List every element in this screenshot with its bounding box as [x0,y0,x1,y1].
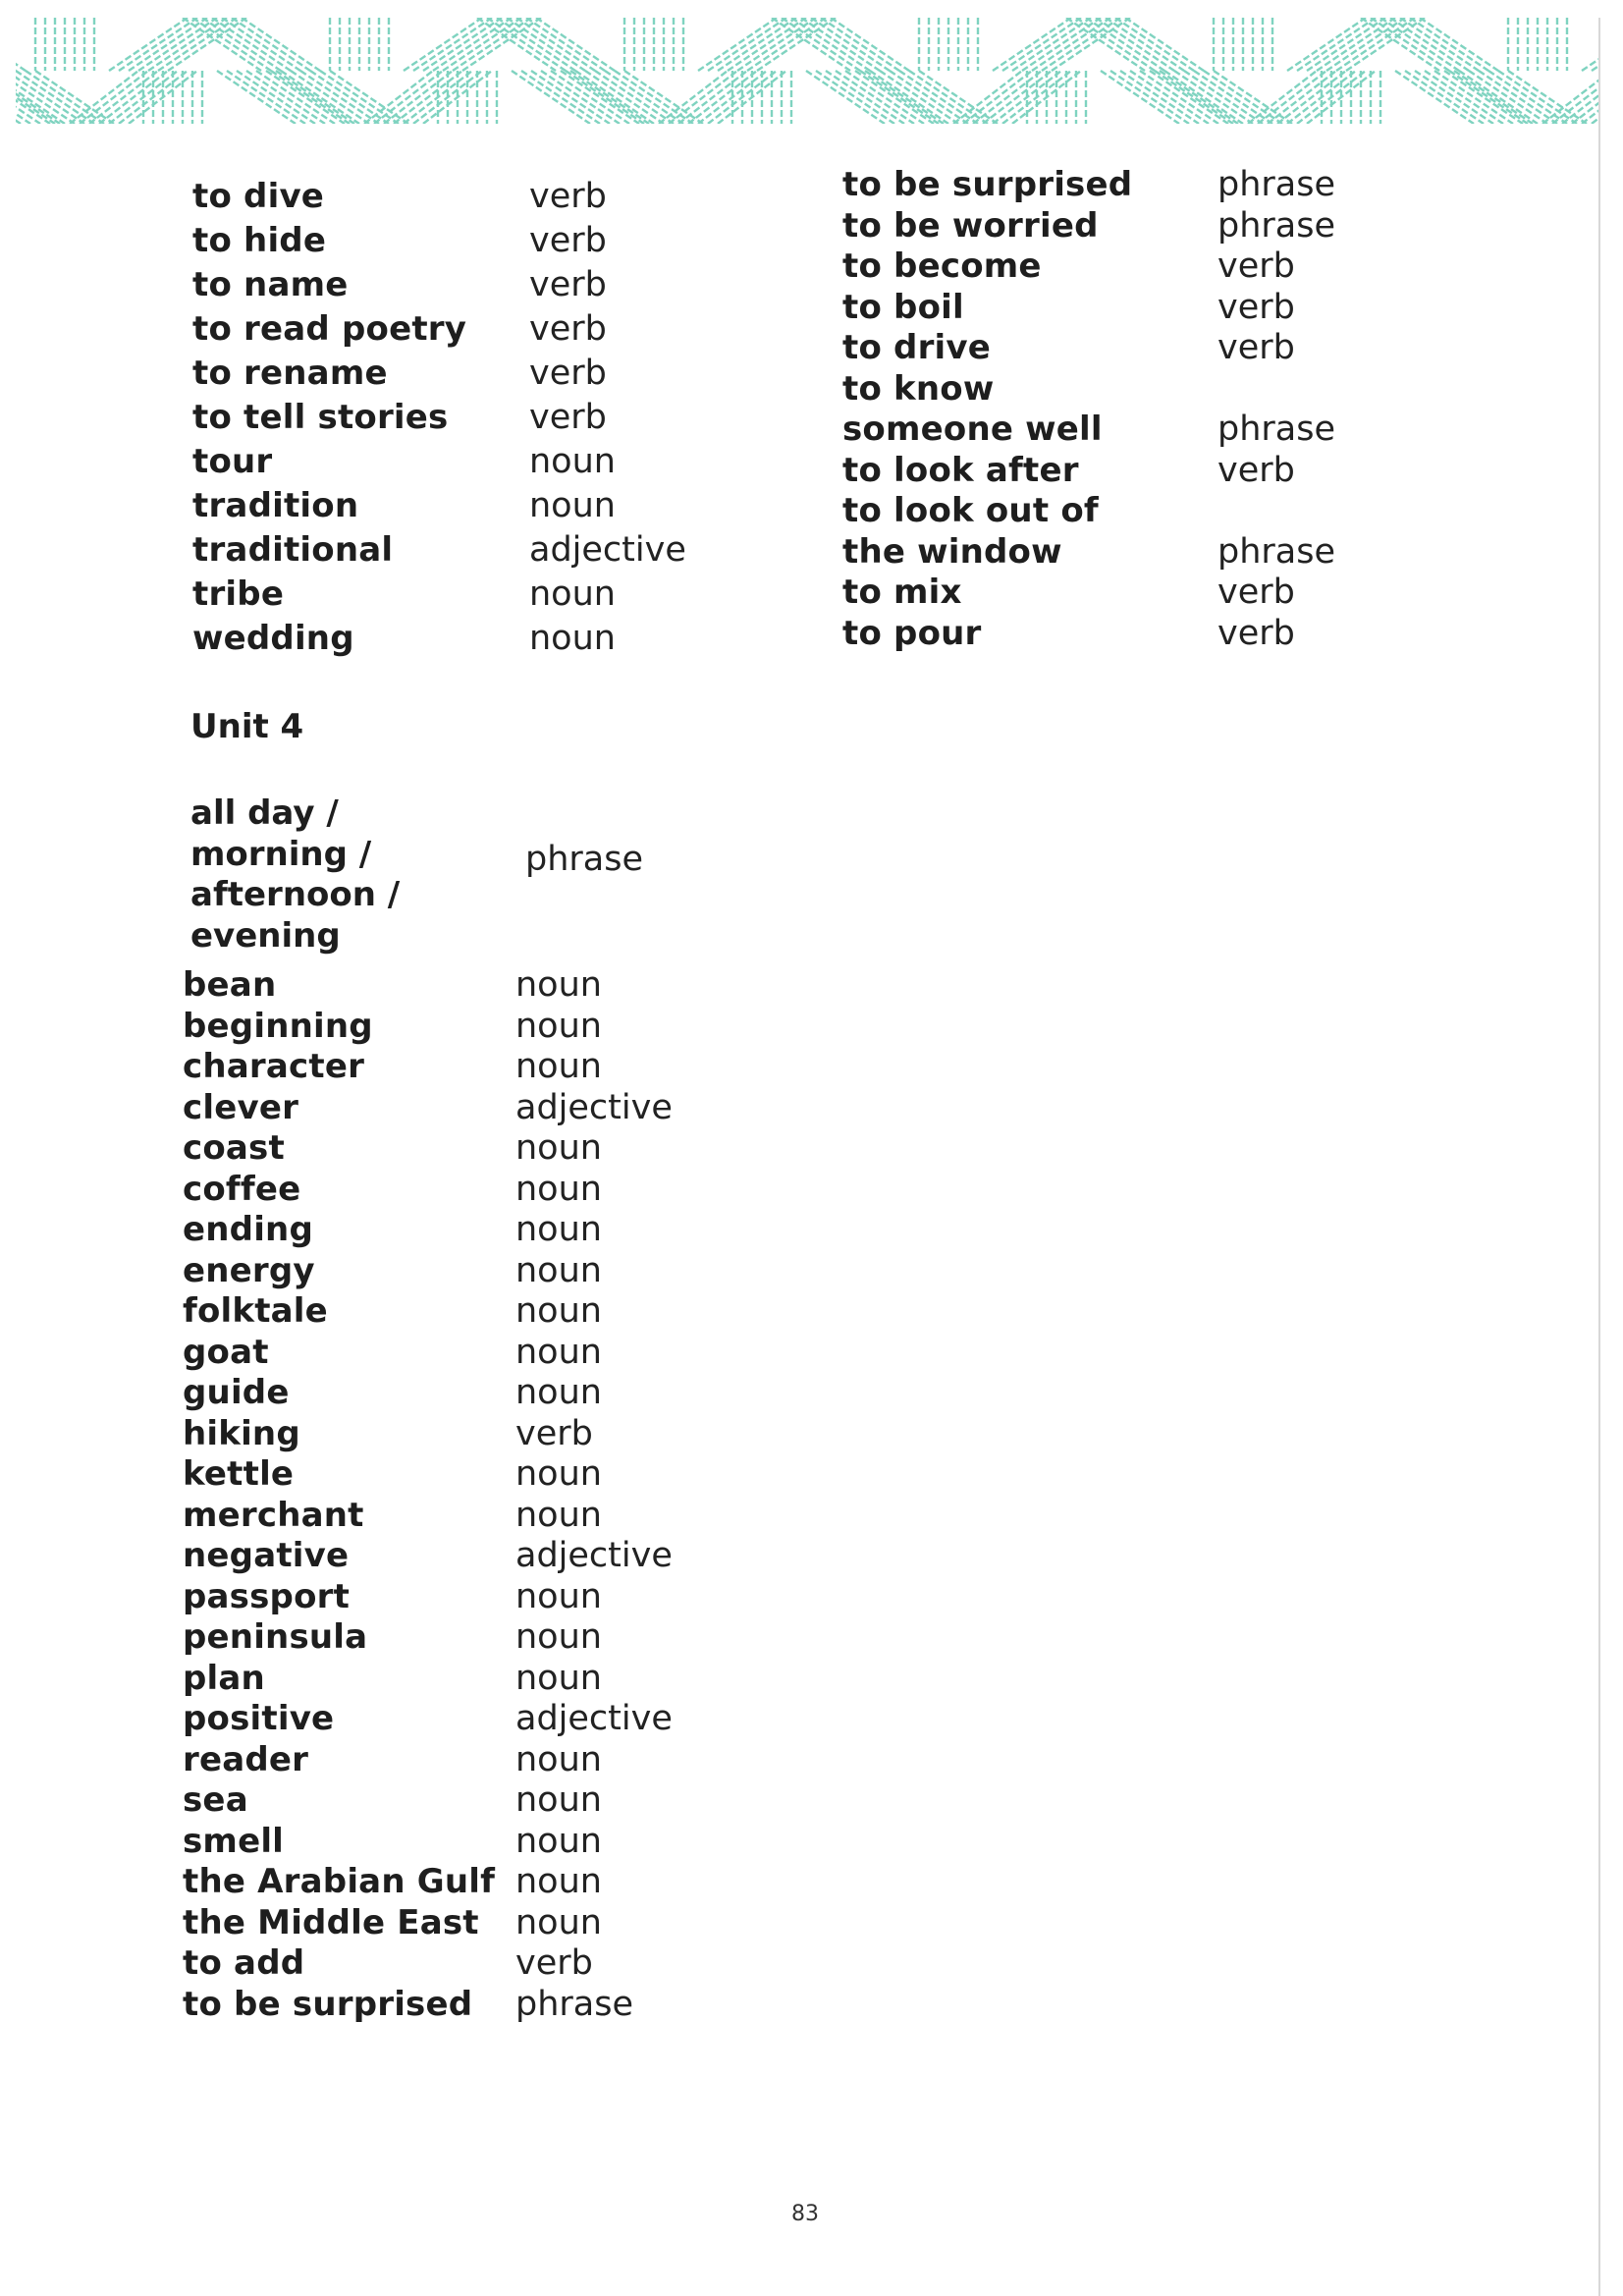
vocab-term: to pour [842,613,982,653]
vocab-row [183,1210,693,1251]
vocab-row [842,246,1353,288]
part-of-speech: noun [515,1006,602,1046]
vocab-list-right [842,165,1353,654]
multi-line-term [190,793,400,957]
part-of-speech: noun [529,442,616,481]
part-of-speech: noun [515,1047,602,1086]
part-of-speech: noun [515,1576,602,1616]
vocab-row [183,1903,693,1944]
vocab-term: to hide [192,221,327,260]
vocab-term: bean [183,965,277,1005]
part-of-speech: verb [515,1413,593,1453]
part-of-speech: phrase [1217,531,1336,572]
part-of-speech: noun [515,1169,602,1209]
vocab-term: smell [183,1821,285,1861]
vocab-term: to drive [842,328,992,367]
vocab-row [183,1170,693,1211]
part-of-speech: verb [1217,450,1295,490]
vocab-row [842,206,1353,247]
vocab-term: someone well [842,410,1103,449]
vocab-term: kettle [183,1454,295,1494]
page-edge-divider [1598,18,1600,2296]
vocab-row [192,265,703,309]
vocab-list-unit4 [183,965,693,2025]
vocab-row [183,1536,693,1577]
part-of-speech: noun [515,1128,602,1168]
vocab-term: to boil [842,287,964,327]
vocab-term: wedding [192,619,354,658]
vocab-term: negative [183,1536,350,1575]
part-of-speech: phrase [1217,165,1336,204]
unit-heading: Unit 4 [190,707,304,746]
vocab-row [192,619,703,663]
part-of-speech: adjective [529,530,686,570]
part-of-speech: verb [529,354,607,393]
vocab-row [183,1617,693,1659]
vocab-term: to mix [842,573,962,612]
vocab-row [183,1496,693,1537]
part-of-speech: verb [529,221,607,260]
vocab-row [842,451,1353,492]
vocab-row [183,1985,693,2026]
vocab-term: hiking [183,1413,300,1453]
vocab-row [183,1251,693,1292]
vocab-row [183,1577,693,1618]
vocab-term: to be worried [842,205,1099,246]
part-of-speech: verb [529,398,607,437]
vocab-term: to rename [192,354,388,393]
part-of-speech: phrase [1217,410,1336,449]
multi-line-term-line: all day / [190,793,339,833]
decorative-banner [16,18,1598,124]
vocab-row [183,1088,693,1129]
part-of-speech: noun [515,1332,602,1372]
part-of-speech: adjective [515,1699,673,1738]
vocab-row [842,491,1353,532]
vocab-term: traditional [192,530,394,570]
part-of-speech: verb [1217,573,1295,612]
vocab-row [192,442,703,486]
vocab-term: folktale [183,1291,328,1331]
vocab-row [183,1047,693,1088]
part-of-speech: noun [515,1495,602,1535]
part-of-speech: noun [529,574,616,614]
part-of-speech: verb [1217,613,1295,653]
vocab-row [183,1943,693,1985]
vocab-row [192,574,703,619]
part-of-speech: noun [515,965,602,1005]
vocab-row [192,486,703,530]
vocab-list-left-top [192,177,703,663]
vocab-row [183,1128,693,1170]
vocab-term: energy [183,1250,315,1290]
vocab-term: coffee [183,1169,301,1209]
vocab-term: ending [183,1210,313,1249]
vocab-term: to look after [842,450,1079,490]
part-of-speech: adjective [515,1536,673,1575]
vocab-term: to dive [192,177,325,216]
part-of-speech: verb [1217,287,1295,327]
vocab-term: guide [183,1373,290,1412]
vocab-row [842,328,1353,369]
part-of-speech: phrase [515,1984,634,2024]
vocab-term: coast [183,1128,285,1168]
part-of-speech: noun [515,1739,602,1779]
vocab-row [842,532,1353,574]
vocab-row [192,309,703,354]
vocab-row [183,1007,693,1048]
part-of-speech: noun [515,1250,602,1290]
part-of-speech: noun [515,1617,602,1657]
vocab-term: sea [183,1780,248,1820]
vocab-term: to become [842,246,1042,286]
vocab-term: beginning [183,1006,373,1046]
vocab-term: to tell stories [192,398,449,437]
vocab-term: to look out of [842,491,1099,530]
vocab-row [183,1333,693,1374]
vocab-term: peninsula [183,1617,368,1657]
part-of-speech: noun [515,1658,602,1698]
vocab-term: to know [842,368,995,409]
part-of-speech: verb [515,1943,593,1983]
page-number: 83 [791,2202,819,2226]
vocab-term: the Arabian Gulf [183,1862,496,1901]
vocab-term: tribe [192,574,285,614]
vocab-row [183,1373,693,1414]
vocab-row [183,1740,693,1781]
part-of-speech: noun [529,486,616,525]
part-of-speech: verb [529,177,607,216]
vocab-row [842,573,1353,614]
part-of-speech: noun [529,619,616,658]
vocab-term: to add [183,1943,305,1983]
vocab-row [192,398,703,442]
vocab-row [183,1659,693,1700]
part-of-speech: noun [515,1454,602,1494]
part-of-speech: noun [515,1821,602,1861]
multi-line-term-pos: phrase [525,840,644,879]
part-of-speech: noun [515,1210,602,1249]
vocab-term: reader [183,1739,309,1779]
part-of-speech: noun [515,1291,602,1331]
vocab-term: goat [183,1332,269,1372]
vocab-row [183,965,693,1007]
vocab-row [842,369,1353,410]
part-of-speech: noun [515,1780,602,1820]
part-of-speech: verb [529,265,607,304]
vocab-term: to name [192,265,349,304]
part-of-speech: verb [1217,328,1295,367]
vocab-term: to read poetry [192,309,467,349]
part-of-speech: verb [1217,246,1295,286]
vocab-row [183,1699,693,1740]
vocab-term: plan [183,1658,265,1698]
vocab-term: to be surprised [842,165,1133,204]
part-of-speech: noun [515,1902,602,1942]
part-of-speech: noun [515,1862,602,1901]
vocab-term: passport [183,1576,351,1616]
vocab-row [842,288,1353,329]
part-of-speech: phrase [1217,205,1336,246]
part-of-speech: noun [515,1373,602,1412]
vocab-row [842,614,1353,655]
vocab-row [842,410,1353,451]
vocab-row [192,530,703,574]
vocab-row [183,1862,693,1903]
vocab-term: the window [842,531,1062,572]
vocab-term: tour [192,442,273,481]
vocab-term: the Middle East [183,1902,479,1942]
vocab-row [842,165,1353,206]
vocab-row [183,1780,693,1822]
vocab-term: tradition [192,486,359,525]
vocab-row [183,1454,693,1496]
multi-line-term-line: morning / [190,834,372,874]
vocab-term: clever [183,1087,299,1127]
part-of-speech: adjective [515,1087,673,1127]
vocab-row [183,1291,693,1333]
vocab-term: character [183,1047,365,1086]
vocab-row [192,354,703,398]
part-of-speech: verb [529,309,607,349]
vocab-row [192,221,703,265]
multi-line-term-line: afternoon / [190,875,401,914]
chevron-pattern-icon [16,18,1598,124]
vocab-term: to be surprised [183,1984,473,2024]
vocab-row [183,1822,693,1863]
vocab-row [183,1414,693,1455]
vocab-term: merchant [183,1495,364,1535]
multi-line-term-line: evening [190,915,341,956]
vocab-term: positive [183,1699,335,1738]
vocab-row [192,177,703,221]
